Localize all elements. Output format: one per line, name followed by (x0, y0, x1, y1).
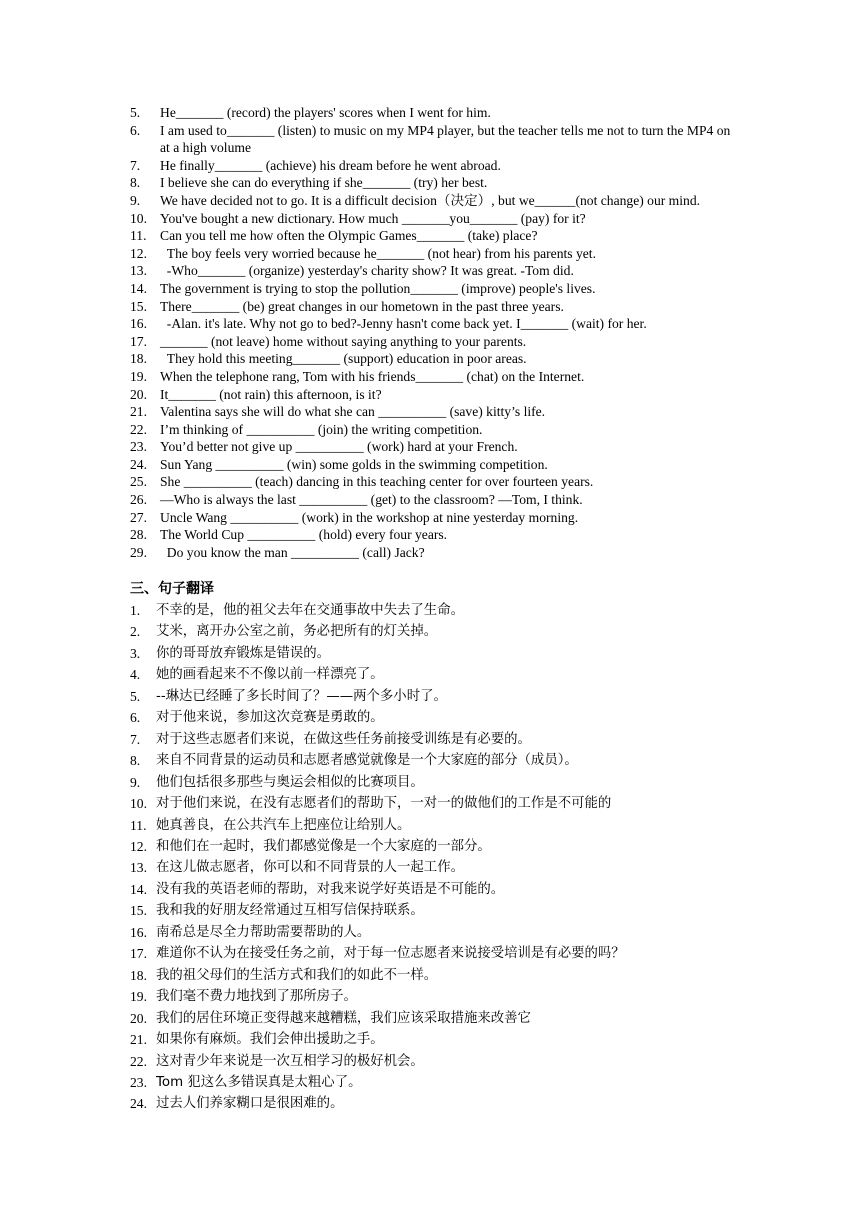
item-text: 我和我的好朋友经常通过互相写信保持联系。 (156, 903, 424, 919)
item-number: 10. (130, 796, 147, 812)
item-number: 24. (130, 1096, 147, 1112)
item-number: 15. (130, 903, 147, 919)
translation-item (130, 1008, 750, 1029)
item-text: Do you know the man __________ (call) Jack? (160, 544, 425, 560)
item-number: 8. (130, 175, 141, 191)
item-number: 2. (130, 624, 141, 640)
item-text: She __________ (teach) dancing in this teaching center for over fourteen years. (160, 474, 594, 490)
item-number: 16. (130, 316, 147, 332)
item-number: 14. (130, 881, 147, 897)
item-text: Valentina says she will do what she can __________ (save) kitty’s life. (160, 404, 546, 420)
item-text: Uncle Wang __________ (work) in the workshop at nine yesterday morning. (160, 509, 579, 525)
item-number: 11. (130, 817, 147, 833)
item-text: 我的祖父母们的生活方式和我们的如此不一样。 (156, 967, 438, 983)
item-text: 南希总是尽全力帮助需要帮助的人。 (156, 924, 371, 940)
item-text: There_______ (be) great changes in our hometown in the past three years. (160, 298, 564, 314)
item-number: 24. (130, 456, 147, 472)
item-text: 她真善良，在公共汽车上把座位让给别人。 (156, 817, 411, 833)
exercise-item (130, 192, 740, 210)
item-text: 没有我的英语老师的帮助，对我来说学好英语是不可能的。 (156, 881, 505, 897)
item-text: 他们包括很多那些与奥运会相似的比赛项目。 (156, 774, 424, 790)
exercise-item (130, 280, 740, 298)
exercise-item (130, 245, 740, 263)
translation-item (130, 750, 750, 771)
item-text: 和他们在一起时，我们都感觉像是一个大家庭的一部分。 (156, 838, 491, 854)
item-text: You’d better not give up __________ (work) hard at your French. (160, 439, 518, 455)
item-number: 23. (130, 439, 147, 455)
item-text: He_______ (record) the players' scores when I went for him. (160, 105, 491, 120)
item-number: 14. (130, 280, 147, 296)
item-text: 艾米，离开办公室之前，务必把所有的灯关掉。 (156, 624, 438, 640)
item-text: 这对青少年来说是一次互相学习的极好机会。 (156, 1053, 424, 1069)
item-text: Sun Yang __________ (win) some golds in the swimming competition. (160, 456, 548, 472)
item-text: 过去人们养家糊口是很困难的。 (156, 1096, 344, 1112)
item-number: 17. (130, 946, 147, 962)
item-number: 12. (130, 838, 147, 854)
item-number: 16. (130, 924, 147, 940)
item-text: The World Cup __________ (hold) every four years. (160, 527, 448, 543)
item-number: 21. (130, 1032, 147, 1048)
translation-item (130, 793, 750, 814)
section-title: 三、句子翻译 (130, 581, 214, 597)
item-number: 19. (130, 368, 147, 384)
item-text: We have decided not to go. It is a difficult decision（决定）, but we______(not change) our mind. (160, 192, 701, 208)
item-number: 15. (130, 298, 147, 314)
exercise-item (130, 491, 740, 509)
translation-item (130, 965, 750, 986)
exercise-item (130, 298, 740, 316)
item-text: The boy feels very worried because he_______ (not hear) from his parents yet. (160, 245, 596, 261)
item-number: 6. (130, 122, 141, 138)
item-number: 7. (130, 157, 141, 173)
item-number: 19. (130, 989, 147, 1005)
exercise-item (130, 333, 740, 351)
item-text: 难道你不认为在接受任务之前，对于每一位志愿者来说接受培训是有必要的吗？ (156, 946, 625, 962)
item-number: 1. (130, 603, 141, 618)
item-text: 如果你有麻烦。我们会伸出援助之手。 (156, 1032, 384, 1048)
translation-item (130, 879, 750, 900)
item-text: I’m thinking of __________ (join) the writing competition. (160, 421, 483, 437)
item-number: 18. (130, 351, 147, 367)
exercise-item (130, 509, 740, 527)
exercise-item (130, 473, 740, 491)
item-text: --琳达已经睡了多长时间了？——两个多小时了。 (156, 688, 447, 704)
item-number: 21. (130, 404, 147, 420)
exercise-item (130, 368, 740, 386)
item-number: 22. (130, 1053, 147, 1069)
translation-item (130, 1093, 750, 1114)
item-number: 4. (130, 667, 141, 683)
item-text: You've bought a new dictionary. How much _______you_______ (pay) for it? (160, 210, 586, 226)
item-number: 6. (130, 710, 141, 726)
item-text: When the telephone rang, Tom with his friends_______ (chat) on the Internet. (160, 368, 585, 384)
translation-item (130, 621, 750, 642)
exercise-item (130, 262, 740, 280)
item-text: It_______ (not rain) this afternoon, is it? (160, 386, 382, 402)
translation-item (130, 857, 750, 878)
item-text: 我们毫不费力地找到了那所房子。 (156, 989, 357, 1005)
exercise-item (130, 421, 740, 439)
translation-item (130, 815, 750, 836)
exercise-item (130, 104, 740, 122)
exercise-item (130, 350, 740, 368)
exercise-item (130, 122, 740, 157)
translation-item (130, 600, 750, 621)
item-number: 25. (130, 474, 147, 490)
item-number: 23. (130, 1074, 147, 1090)
item-text: 她的画看起来不不像以前一样漂亮了。 (156, 667, 384, 683)
exercise-item (130, 456, 740, 474)
exercise-item (130, 315, 740, 333)
item-number: 13. (130, 263, 147, 279)
item-number: 27. (130, 509, 147, 525)
item-number: 20. (130, 386, 147, 402)
translation-item (130, 900, 750, 921)
item-number: 9. (130, 774, 141, 790)
item-number: 26. (130, 492, 147, 508)
item-number: 9. (130, 192, 141, 208)
item-number: 7. (130, 731, 141, 747)
item-text: 对于他们来说，在没有志愿者们的帮助下，一对一的做他们的工作是不可能的 (156, 796, 612, 812)
item-text: 你的哥哥放弃锻炼是错误的。 (156, 645, 331, 661)
item-text: 不幸的是，他的祖父去年在交通事故中失去了生命。 (156, 603, 464, 618)
item-number: 13. (130, 860, 147, 876)
item-number: 5. (130, 105, 141, 120)
translation-item (130, 943, 750, 964)
exercise-item (130, 157, 740, 175)
item-text: I believe she can do everything if she_______ (try) her best. (160, 175, 488, 191)
translation-item (130, 836, 750, 857)
exercise-item (130, 526, 740, 544)
exercise-item (130, 403, 740, 421)
item-text: _______ (not leave) home without saying anything to your parents. (160, 333, 527, 349)
item-text: They hold this meeting_______ (support) education in poor areas. (160, 351, 527, 367)
exercise-item (130, 174, 740, 192)
translation-item (130, 643, 750, 664)
item-text: —Who is always the last __________ (get) to the classroom? —Tom, I think. (160, 492, 583, 508)
exercise-item (130, 227, 740, 245)
item-text: Can you tell me how often the Olympic Games_______ (take) place? (160, 228, 538, 244)
exercise-list (130, 104, 740, 561)
item-number: 8. (130, 753, 141, 769)
item-text: Tom 犯这么多错误真是太粗心了。 (156, 1074, 362, 1090)
translation-item (130, 986, 750, 1007)
exercise-item (130, 544, 740, 562)
exercise-item (130, 210, 740, 228)
item-number: 5. (130, 688, 141, 704)
item-text: 来自不同背景的运动员和志愿者感觉就像是一个大家庭的部分（成员）。 (156, 753, 578, 769)
item-text: He finally_______ (achieve) his dream before he went abroad. (160, 157, 501, 173)
item-number: 20. (130, 1010, 147, 1026)
translation-item (130, 1072, 750, 1093)
translation-item (130, 707, 750, 728)
item-number: 28. (130, 527, 147, 543)
item-text: -Alan. it's late. Why not go to bed?-Jenny hasn't come back yet. I_______ (wait) for her. (160, 316, 647, 332)
translation-item (130, 1029, 750, 1050)
item-number: 3. (130, 645, 141, 661)
item-number: 12. (130, 245, 147, 261)
item-text: 对于他来说，参加这次竞赛是勇敢的。 (156, 710, 384, 726)
item-text: 我们的居住环境正变得越来越糟糕，我们应该采取措施来改善它 (156, 1010, 531, 1026)
exercise-item (130, 386, 740, 404)
item-text: I am used to_______ (listen) to music on my MP4 player, but the teacher tells me not to turn the MP4 on at a high volume (160, 122, 734, 156)
translation-list (130, 600, 750, 1115)
translation-item (130, 772, 750, 793)
item-text: -Who_______ (organize) yesterday's charity show? It was great. -Tom did. (160, 263, 574, 279)
translation-item (130, 729, 750, 750)
item-number: 29. (130, 544, 147, 560)
translation-item (130, 922, 750, 943)
item-text: 对于这些志愿者们来说，在做这些任务前接受训练是有必要的。 (156, 731, 531, 747)
translation-item (130, 686, 750, 707)
item-number: 22. (130, 421, 147, 437)
item-number: 11. (130, 228, 147, 244)
translation-item (130, 1051, 750, 1072)
translation-item (130, 664, 750, 685)
item-text: The government is trying to stop the pollution_______ (improve) people's lives. (160, 280, 596, 296)
item-number: 17. (130, 333, 147, 349)
exercise-item (130, 438, 740, 456)
item-text: 在这儿做志愿者，你可以和不同背景的人一起工作。 (156, 860, 464, 876)
item-number: 18. (130, 967, 147, 983)
item-number: 10. (130, 210, 147, 226)
